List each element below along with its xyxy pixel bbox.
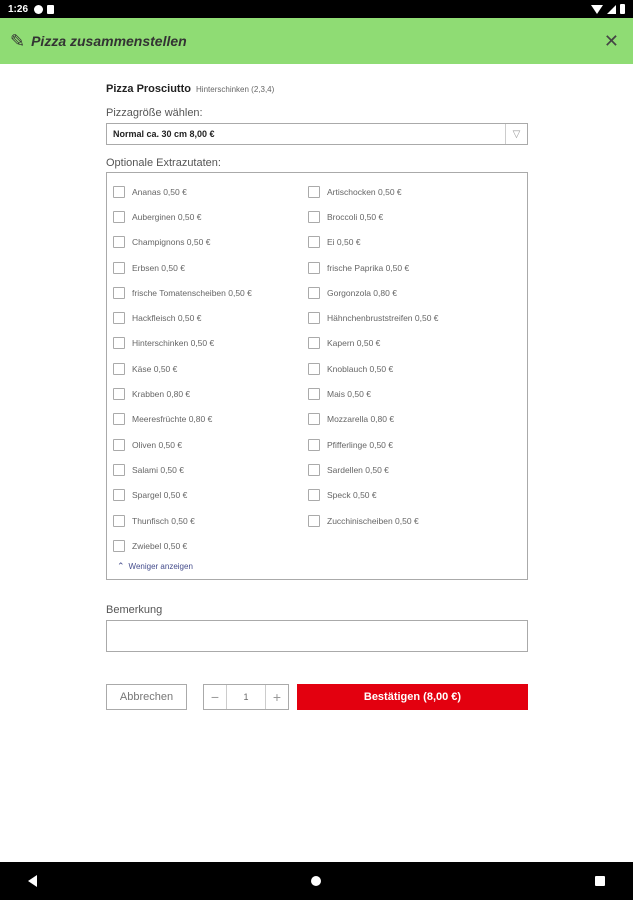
- pizza-description: Hinterschinken (2,3,4): [196, 85, 275, 94]
- extra-checkbox[interactable]: [113, 236, 125, 248]
- extra-checkbox[interactable]: [308, 388, 320, 400]
- extra-label: frische Tomatenscheiben 0,50 €: [132, 287, 252, 298]
- extra-option[interactable]: [308, 179, 503, 204]
- extra-option[interactable]: [308, 381, 503, 406]
- extra-label: Krabben 0,80 €: [132, 389, 191, 400]
- extra-checkbox[interactable]: [308, 211, 320, 223]
- confirm-button[interactable]: Bestätigen (8,00 €): [297, 684, 528, 710]
- remark-input[interactable]: [106, 620, 528, 652]
- extras-list: [113, 179, 521, 558]
- size-selected-value: Normal ca. 30 cm 8,00 €: [113, 129, 215, 139]
- extra-checkbox[interactable]: [113, 540, 125, 552]
- extra-option[interactable]: [113, 432, 308, 457]
- extra-option[interactable]: [308, 432, 503, 457]
- extra-option[interactable]: [308, 356, 503, 381]
- show-less-link[interactable]: [117, 561, 193, 572]
- extra-option[interactable]: [308, 305, 503, 330]
- extra-checkbox[interactable]: [308, 186, 320, 198]
- extra-checkbox[interactable]: [308, 464, 320, 476]
- extra-option[interactable]: [113, 381, 308, 406]
- dialog-title: Pizza zusammenstellen: [31, 33, 187, 49]
- extra-checkbox[interactable]: [113, 388, 125, 400]
- extra-option[interactable]: [113, 508, 308, 533]
- back-icon[interactable]: [28, 875, 37, 887]
- extra-label: Käse 0,50 €: [132, 363, 178, 374]
- extra-checkbox[interactable]: [113, 312, 125, 324]
- signal-icon: [607, 5, 616, 14]
- increment-button[interactable]: +: [272, 689, 282, 705]
- extra-option[interactable]: [113, 179, 308, 204]
- extra-option[interactable]: [113, 230, 308, 255]
- extra-label: Zucchinischeiben 0,50 €: [327, 515, 419, 526]
- extra-label: Champignons 0,50 €: [132, 237, 211, 248]
- extra-option[interactable]: [113, 280, 308, 305]
- extra-label: Speck 0,50 €: [327, 490, 377, 501]
- extra-option[interactable]: [308, 280, 503, 305]
- extra-checkbox[interactable]: [113, 211, 125, 223]
- extra-label: Pfifferlinge 0,50 €: [327, 439, 393, 450]
- extra-checkbox[interactable]: [308, 363, 320, 375]
- extra-label: Mais 0,50 €: [327, 389, 371, 400]
- status-bar: [0, 0, 633, 18]
- remark-label: Bemerkung: [106, 604, 163, 616]
- extra-checkbox[interactable]: [113, 413, 125, 425]
- extras-box: [106, 172, 528, 580]
- extra-option[interactable]: [113, 356, 308, 381]
- close-icon[interactable]: ✕: [603, 30, 619, 51]
- extra-checkbox[interactable]: [113, 439, 125, 451]
- extra-label: Hinterschinken 0,50 €: [132, 338, 215, 349]
- extra-checkbox[interactable]: [308, 262, 320, 274]
- extra-checkbox[interactable]: [308, 312, 320, 324]
- extra-label: Erbsen 0,50 €: [132, 262, 185, 273]
- pencil-icon: ✎: [10, 30, 26, 51]
- status-time: 1:26: [8, 3, 29, 15]
- quantity-stepper: [203, 684, 289, 710]
- extra-checkbox[interactable]: [308, 515, 320, 527]
- extra-checkbox[interactable]: [113, 464, 125, 476]
- size-label: Pizzagröße wählen:: [106, 107, 203, 119]
- extra-label: Spargel 0,50 €: [132, 490, 188, 501]
- extra-label: Zwiebel 0,50 €: [132, 540, 188, 551]
- extra-option[interactable]: [308, 331, 503, 356]
- extra-label: Ei 0,50 €: [327, 237, 361, 248]
- extra-checkbox[interactable]: [113, 489, 125, 501]
- quantity-value[interactable]: 1: [226, 685, 266, 709]
- extra-option[interactable]: [308, 204, 503, 229]
- extra-option[interactable]: [113, 457, 308, 482]
- extra-label: Gorgonzola 0,80 €: [327, 287, 397, 298]
- extra-label: Thunfisch 0,50 €: [132, 515, 195, 526]
- extra-option[interactable]: [308, 483, 503, 508]
- dialog-header: [0, 18, 633, 64]
- extra-option[interactable]: [308, 255, 503, 280]
- extra-label: Meeresfrüchte 0,80 €: [132, 414, 213, 425]
- extra-label: Mozzarella 0,80 €: [327, 414, 395, 425]
- pizza-info: [106, 83, 528, 95]
- extra-checkbox[interactable]: [308, 439, 320, 451]
- extra-label: Artischocken 0,50 €: [327, 186, 402, 197]
- extra-checkbox[interactable]: [308, 413, 320, 425]
- size-select[interactable]: [106, 123, 528, 145]
- extra-option[interactable]: [113, 407, 308, 432]
- extra-label: Auberginen 0,50 €: [132, 211, 202, 222]
- chevron-down-icon[interactable]: ▽: [505, 124, 527, 144]
- nav-bar: [0, 862, 633, 900]
- extra-option[interactable]: [308, 407, 503, 432]
- home-icon[interactable]: [311, 876, 321, 886]
- extra-option[interactable]: [308, 230, 503, 255]
- extra-option[interactable]: [308, 508, 503, 533]
- extra-option[interactable]: [113, 255, 308, 280]
- notification-icon: [34, 5, 43, 14]
- extra-checkbox[interactable]: [308, 287, 320, 299]
- extra-label: Kapern 0,50 €: [327, 338, 381, 349]
- extra-label: Oliven 0,50 €: [132, 439, 183, 450]
- extra-label: frische Paprika 0,50 €: [327, 262, 410, 273]
- extra-label: Salami 0,50 €: [132, 464, 184, 475]
- extra-checkbox[interactable]: [113, 262, 125, 274]
- extras-label: Optionale Extrazutaten:: [106, 157, 221, 169]
- sd-card-icon: [47, 5, 54, 14]
- battery-icon: [620, 4, 625, 14]
- extra-checkbox[interactable]: [308, 236, 320, 248]
- extra-checkbox[interactable]: [308, 337, 320, 349]
- extra-option[interactable]: [113, 305, 308, 330]
- extra-checkbox[interactable]: [113, 186, 125, 198]
- extra-option[interactable]: [113, 331, 308, 356]
- extra-label: Ananas 0,50 €: [132, 186, 187, 197]
- extra-checkbox[interactable]: [113, 515, 125, 527]
- extra-label: Broccoli 0,50 €: [327, 211, 384, 222]
- extra-label: Hähnchenbruststreifen 0,50 €: [327, 313, 439, 324]
- extra-label: Sardellen 0,50 €: [327, 464, 389, 475]
- wifi-icon: [591, 5, 603, 14]
- show-less-label: Weniger anzeigen: [128, 562, 193, 571]
- extra-checkbox[interactable]: [308, 489, 320, 501]
- extra-option[interactable]: [113, 204, 308, 229]
- cancel-button[interactable]: Abbrechen: [106, 684, 187, 710]
- chevron-up-icon: ⌃: [117, 561, 125, 571]
- extra-label: Hackfleisch 0,50 €: [132, 313, 202, 324]
- extra-option[interactable]: [113, 533, 308, 558]
- extra-option[interactable]: [308, 457, 503, 482]
- pizza-name: Pizza Prosciutto: [106, 83, 191, 95]
- extra-checkbox[interactable]: [113, 363, 125, 375]
- extra-label: Knoblauch 0,50 €: [327, 363, 394, 374]
- extra-checkbox[interactable]: [113, 287, 125, 299]
- recent-apps-icon[interactable]: [595, 876, 605, 886]
- decrement-button[interactable]: −: [210, 689, 220, 705]
- extra-checkbox[interactable]: [113, 337, 125, 349]
- extra-option[interactable]: [113, 483, 308, 508]
- action-bar: [106, 684, 528, 710]
- dialog-content: [106, 64, 528, 710]
